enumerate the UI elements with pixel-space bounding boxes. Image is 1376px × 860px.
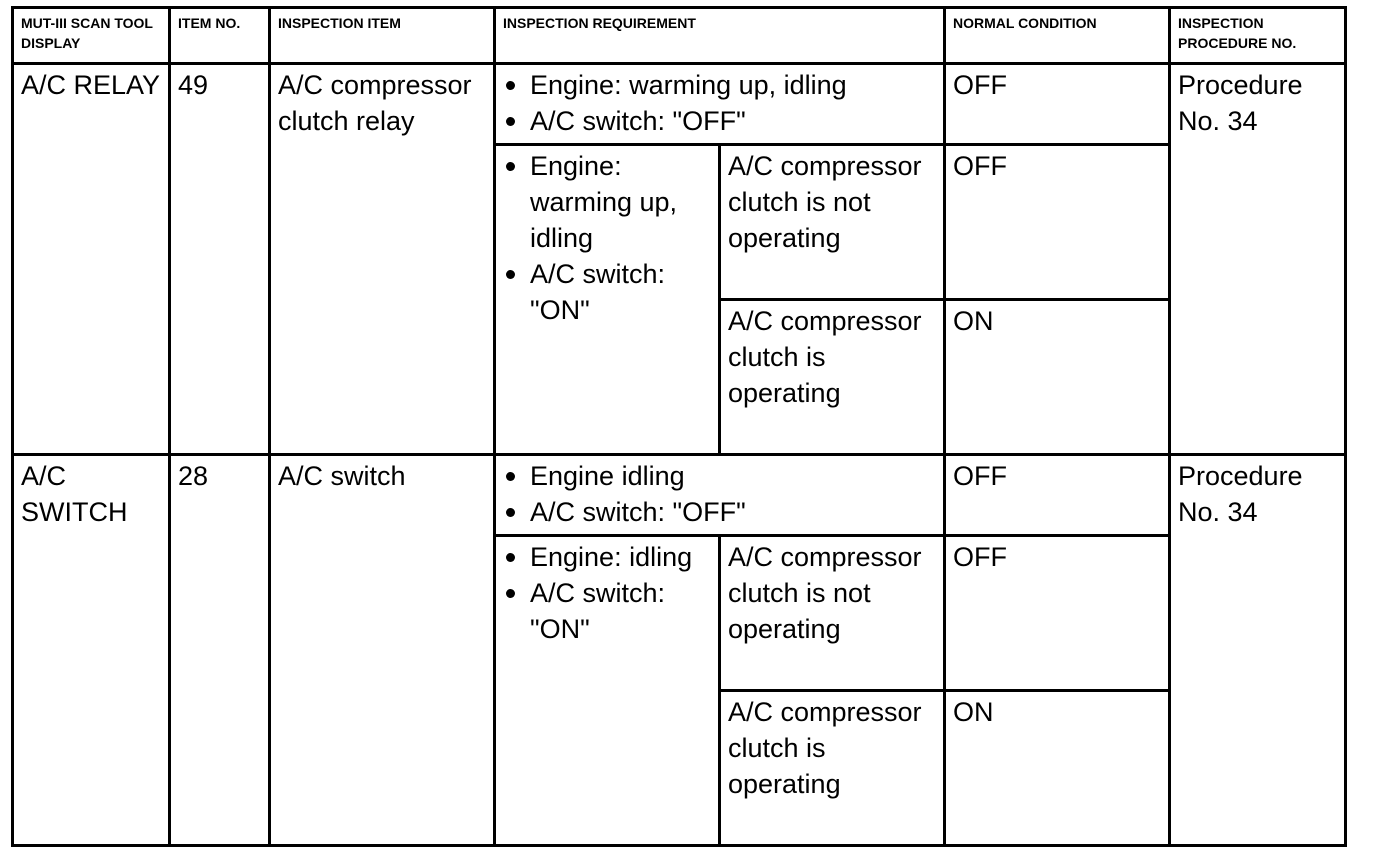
header-item-no: ITEM NO. (170, 8, 270, 64)
inspection-table (11, 6, 1347, 847)
list-item (503, 148, 711, 256)
bullet-icon (506, 508, 515, 517)
requirement-text: Engine: warming up, idling (530, 70, 847, 100)
inspection-item-cell: A/C compressor clutch relay (270, 64, 495, 455)
requirement-cell (495, 145, 720, 455)
requirement-cell (495, 455, 945, 536)
normal-condition-cell: OFF (945, 455, 1170, 536)
bullet-icon (506, 81, 515, 90)
normal-condition-cell: ON (945, 300, 1170, 455)
list-item (503, 458, 936, 494)
list-item (503, 256, 711, 328)
bullet-icon (506, 589, 515, 598)
condition-cell: A/C compressor clutch is operating (720, 300, 945, 455)
inspection-item-cell: A/C switch (270, 455, 495, 846)
normal-condition-cell: OFF (945, 64, 1170, 145)
condition-cell: A/C compressor clutch is operating (720, 691, 945, 846)
list-item (503, 575, 711, 647)
requirement-text: Engine: warming up, idling (530, 151, 678, 253)
normal-condition-cell: OFF (945, 536, 1170, 691)
requirement-text: A/C switch: "OFF" (530, 106, 746, 136)
item-no-cell: 49 (170, 64, 270, 455)
requirement-cell (495, 536, 720, 846)
list-item (503, 103, 936, 139)
header-inspection-item: INSPECTION ITEM (270, 8, 495, 64)
table-row (13, 455, 1346, 536)
header-inspection-requirement: INSPECTION REQUIREMENT (495, 8, 945, 64)
header-normal-condition: NORMAL CONDITION (945, 8, 1170, 64)
bullet-icon (506, 162, 515, 171)
procedure-cell: Procedure No. 34 (1170, 64, 1346, 455)
list-item (503, 494, 936, 530)
scan-tool-display-cell: A/C SWITCH (13, 455, 170, 846)
requirement-text: A/C switch: "ON" (530, 259, 666, 325)
procedure-cell: Procedure No. 34 (1170, 455, 1346, 846)
requirement-text: A/C switch: "ON" (530, 578, 666, 644)
table-row (13, 64, 1346, 145)
header-scan-tool-display: MUT-III SCAN TOOL DISPLAY (13, 8, 170, 64)
list-item (503, 539, 711, 575)
normal-condition-cell: OFF (945, 145, 1170, 300)
normal-condition-cell: ON (945, 691, 1170, 846)
bullet-icon (506, 472, 515, 481)
requirement-text: A/C switch: "OFF" (530, 497, 746, 527)
header-row (13, 8, 1346, 64)
list-item (503, 67, 936, 103)
item-no-cell: 28 (170, 455, 270, 846)
condition-cell: A/C compressor clutch is not operating (720, 536, 945, 691)
bullet-icon (506, 553, 515, 562)
requirement-cell (495, 64, 945, 145)
scan-tool-display-cell: A/C RELAY (13, 64, 170, 455)
bullet-icon (506, 270, 515, 279)
header-procedure-no: INSPECTION PROCEDURE NO. (1170, 8, 1346, 64)
requirement-text: Engine: idling (530, 542, 693, 572)
bullet-icon (506, 117, 515, 126)
requirement-text: Engine idling (530, 461, 685, 491)
condition-cell: A/C compressor clutch is not operating (720, 145, 945, 300)
